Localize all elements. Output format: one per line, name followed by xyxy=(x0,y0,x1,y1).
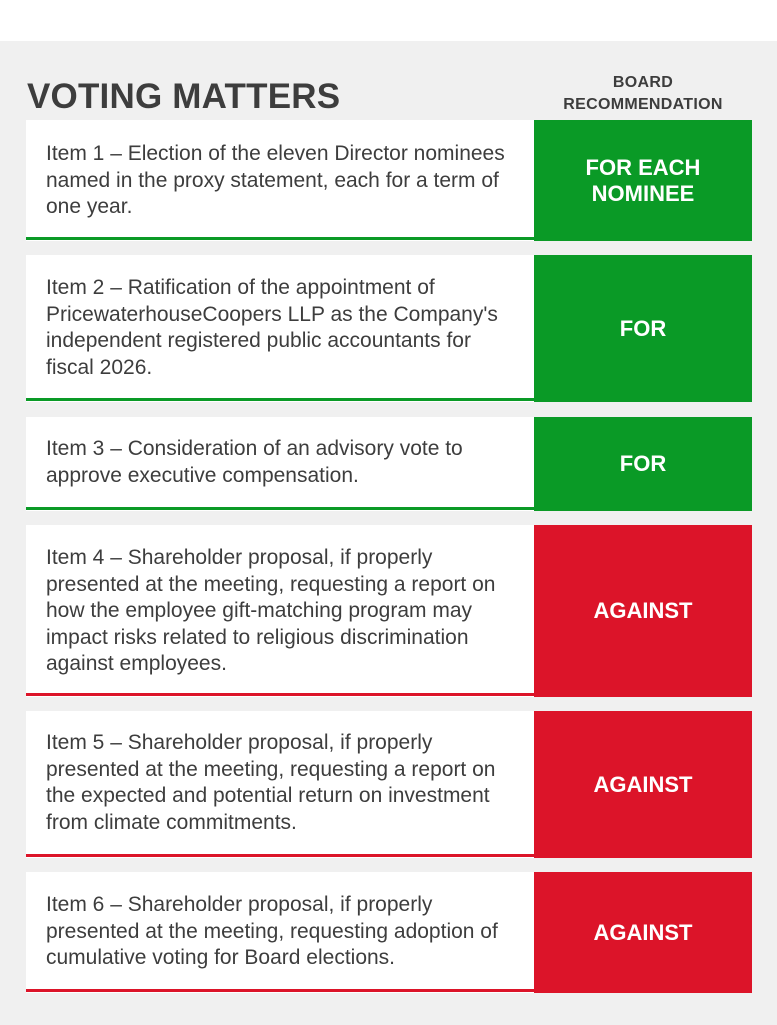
item-underline xyxy=(26,398,534,401)
voting-item-6 xyxy=(26,872,752,993)
item-underline xyxy=(26,854,534,857)
item-description-box xyxy=(26,120,534,241)
recommendation-badge xyxy=(534,120,752,241)
voting-item-2 xyxy=(26,255,752,402)
item-description-box xyxy=(26,255,534,402)
page-title: VOTING MATTERS xyxy=(27,77,341,116)
recommendation-label-line1: AGAINST xyxy=(593,919,693,945)
item-description: Item 2 – Ratification of the appointment of PricewaterhouseCoopers LLP as the Company's independent registered public accountants for fiscal 2026. xyxy=(46,276,498,379)
board-recommendation-header xyxy=(534,72,752,116)
item-description: Item 6 – Shareholder proposal, if properly presented at the meeting, requesting adoption of cumulative voting for Board elections. xyxy=(46,893,498,969)
recommendation-badge xyxy=(534,525,752,697)
voting-item-3 xyxy=(26,417,752,511)
recommendation-badge xyxy=(534,711,752,858)
recommendation-badge xyxy=(534,872,752,993)
item-description: Item 1 – Election of the eleven Director nominees named in the proxy statement, each for a term of one year. xyxy=(46,142,505,218)
recommendation-label-line1: FOR EACH xyxy=(585,154,701,180)
board-recommendation-header-line1: BOARD xyxy=(612,74,674,91)
voting-item-1 xyxy=(26,120,752,241)
item-description: Item 4 – Shareholder proposal, if properly presented at the meeting, requesting a report on how the employee gift-matching program may impact risks related to religious discrimination against employees. xyxy=(46,546,496,675)
item-description-box xyxy=(26,872,534,993)
item-underline xyxy=(26,693,534,696)
board-recommendation-header-line2: RECOMMENDATION xyxy=(563,96,723,113)
item-description: Item 5 – Shareholder proposal, if properly presented at the meeting, requesting a report on the expected and potential return on investment from climate commitments. xyxy=(46,731,496,834)
item-description-box xyxy=(26,525,534,697)
voting-item-4 xyxy=(26,525,752,697)
recommendation-label-line1: FOR xyxy=(619,315,667,341)
recommendation-badge xyxy=(534,255,752,402)
recommendation-label-line1: AGAINST xyxy=(593,771,693,797)
recommendation-badge xyxy=(534,417,752,511)
recommendation-label-line2: NOMINEE xyxy=(591,180,695,206)
recommendation-label-line1: AGAINST xyxy=(593,598,693,623)
recommendation-label-line1: FOR xyxy=(619,451,667,476)
item-underline xyxy=(26,507,534,510)
item-underline xyxy=(26,237,534,240)
item-underline xyxy=(26,989,534,992)
item-description-box xyxy=(26,711,534,858)
item-description-box xyxy=(26,417,534,511)
item-description: Item 3 – Consideration of an advisory vote to approve executive compensation. xyxy=(46,437,463,487)
voting-item-5 xyxy=(26,711,752,858)
